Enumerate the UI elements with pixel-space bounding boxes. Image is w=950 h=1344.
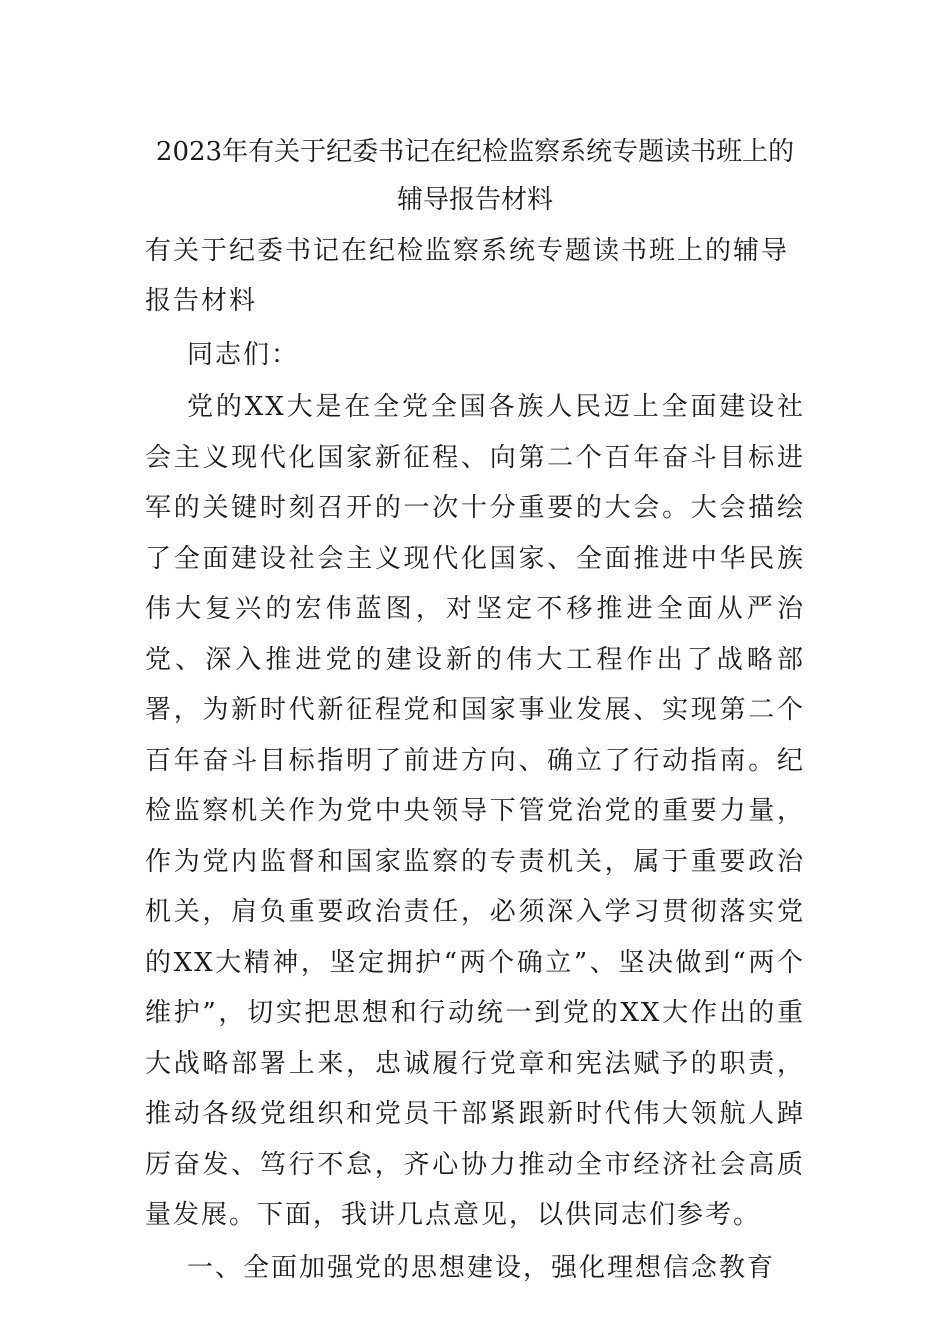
section-heading: 一、全面加强党的思想建设，强化理想信念教育	[187, 1252, 776, 1283]
salutation: 同志们：	[187, 340, 300, 370]
document-body	[145, 128, 805, 1293]
body-paragraph: 党的XX大是在全党全国各族人民迈上全面建设社会主义现代化国家新征程、向第二个百年奋斗目标进军的关键时刻召开的一次十分重要的大会。大会描绘了全面建设社会主义现代化国家、全面推进中华民族伟大复兴的宏伟蓝图，对坚定不移推进全面从严治党、深入推进党的建设新的伟大工程作出了战略部署，为新时代新征程党和国家事业发展、实现第二个百年奋斗目标指明了前进方向、确立了行动指南。纪检监察机关作为党中央领导下管党治党的重要力量，作为党内监督和国家监察的专责机关，属于重要政治机关，肩负重要政治责任，必须深入学习贯彻落实党的XX大精神，坚定拥护“两个确立”、坚决做到“两个维护”，切实把思想和行动统一到党的XX大作出的重大战略部署上来，忠诚履行党章和宪法赋予的职责，推动各级党组织和党员干部紧跟新时代伟大领航人踔厉奋发、笃行不怠，齐心协力推动全市经济社会高质量发展。下面，我讲几点意见，以供同志们参考。	[145, 392, 805, 1230]
document-title: 2023年有关于纪委书记在纪检监察系统专题读书班上的辅导报告材料	[155, 137, 795, 215]
document-subtitle: 有关于纪委书记在纪检监察系统专题读书班上的辅导报告材料	[145, 236, 790, 316]
